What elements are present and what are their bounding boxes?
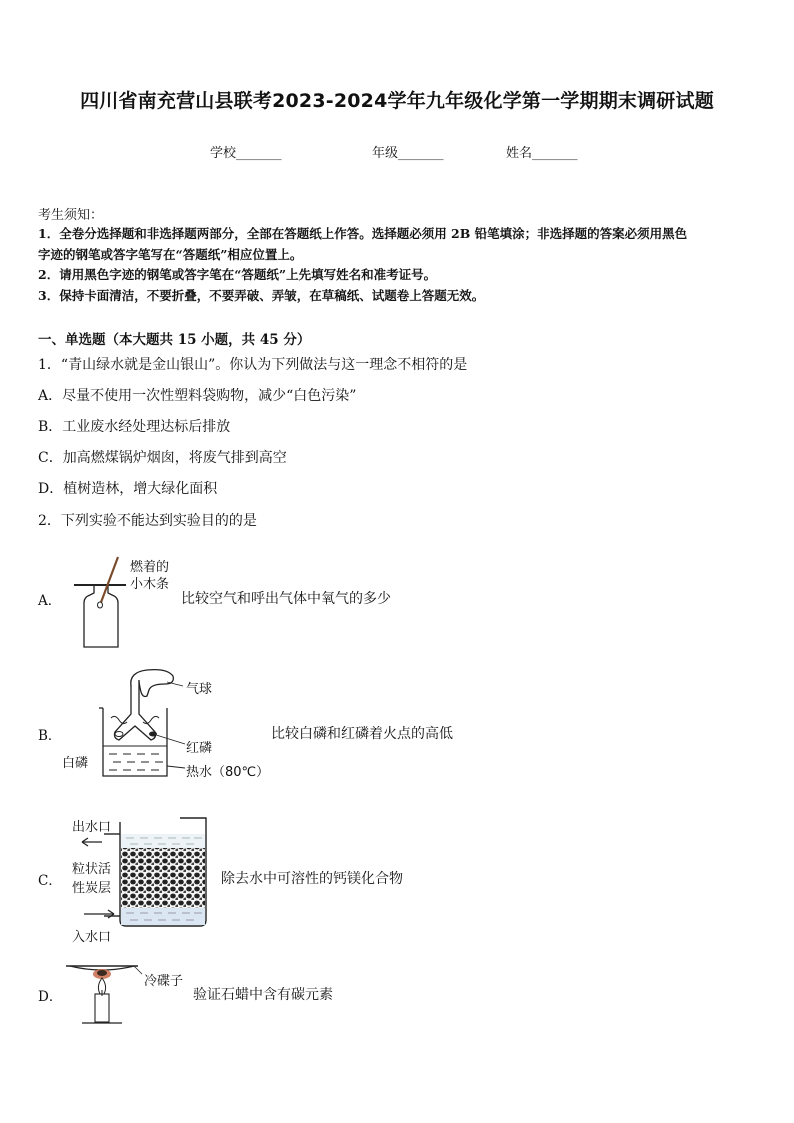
name-field: 姓名_______: [506, 146, 578, 161]
splint-label-1: 燃着的: [130, 560, 170, 575]
bottle-with-splint-figure: [70, 555, 130, 650]
inlet-label: 入水口: [72, 930, 112, 945]
carbon-label-2: 性炭层: [72, 881, 112, 896]
question-1-option-a: A．尽量不使用一次性塑料袋购物，减少“白色污染”: [38, 388, 357, 404]
question-2-option-d-letter: D．: [38, 989, 63, 1005]
notice-item-3: 3．保持卡面清洁，不要折叠，不要弄破、弄皱，在草稿纸、试题卷上答题无效。: [38, 288, 485, 303]
question-2-option-c-letter: C．: [38, 873, 62, 889]
section-heading: 一、单选题（本大题共 15 小题，共 45 分）: [38, 332, 311, 348]
hot-water-label: 热水（80℃）: [186, 765, 270, 780]
option-a-purpose: 比较空气和呼出气体中氧气的多少: [181, 591, 391, 607]
balloon-label: 气球: [186, 682, 213, 697]
question-2-option-b-letter: B．: [38, 728, 62, 744]
activated-carbon-filter-figure: [74, 816, 214, 930]
candle-cold-dish-figure: [62, 960, 142, 1028]
page-title: 四川省南充营山县联考2023-2024学年九年级化学第一学期期末调研试题: [80, 90, 714, 112]
carbon-label-1: 粒状活: [72, 862, 112, 877]
question-2-option-a-letter: A．: [38, 593, 62, 609]
question-1-stem: 1．“青山绿水就是金山银山”。你认为下列做法与这一理念不相符的是: [38, 357, 468, 373]
grade-field: 年级_______: [372, 146, 444, 161]
school-field: 学校_______: [210, 146, 282, 161]
notice-item-1-cont: 字迹的钢笔或答字笔写在“答题纸”相应位置上。: [38, 247, 303, 262]
splint-label-2: 小木条: [130, 577, 170, 592]
white-phosphorus-label: 白磷: [62, 756, 89, 771]
question-2-stem: 2．下列实验不能达到实验目的的是: [38, 513, 257, 529]
option-c-purpose: 除去水中可溶性的钙镁化合物: [221, 871, 403, 887]
question-1-option-d: D．植树造林，增大绿化面积: [38, 481, 218, 497]
beaker-y-tube-figure: [95, 668, 185, 780]
cold-dish-label: 冷碟子: [144, 974, 184, 989]
option-d-purpose: 验证石蜡中含有碳元素: [193, 987, 333, 1003]
notice-item-2: 2．请用黑色字迹的钢笔或答字笔在“答题纸”上先填写姓名和准考证号。: [38, 267, 437, 282]
option-b-purpose: 比较白磷和红磷着火点的高低: [271, 726, 453, 742]
question-1-option-c: C．加高燃煤锅炉烟囱，将废气排到高空: [38, 450, 287, 466]
notice-label: 考生须知：: [38, 208, 104, 223]
outlet-label: 出水口: [72, 820, 112, 835]
question-1-option-b: B．工业废水经处理达标后排放: [38, 419, 231, 435]
red-phosphorus-label: 红磷: [186, 741, 213, 756]
notice-item-1: 1．全卷分选择题和非选择题两部分，全部在答题纸上作答。选择题必须用 2B 铅笔填涂；非选择题的答案必须用黑色: [38, 226, 688, 241]
